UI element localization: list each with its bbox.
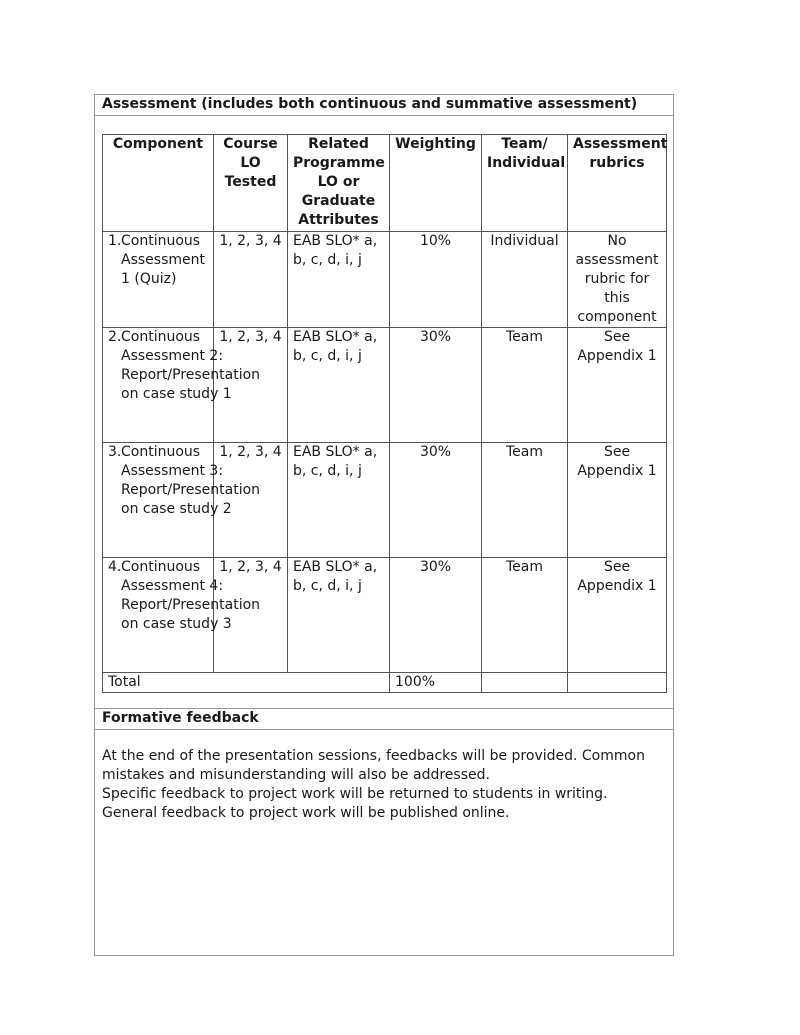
related-cell: EAB SLO* a, b, c, d, i, j (288, 328, 390, 443)
feedback-body (102, 747, 667, 823)
rubrics-cell: See Appendix 1 (568, 443, 667, 558)
team-cell: Team (482, 328, 568, 443)
component-number: 3. (108, 444, 122, 460)
total-rubrics-empty (568, 673, 667, 693)
component-number: 1. (108, 233, 122, 249)
weighting-cell: 10% (390, 232, 482, 328)
rubrics-cell: See Appendix 1 (568, 558, 667, 673)
team-cell: Team (482, 443, 568, 558)
assessment-table (102, 134, 667, 693)
feedback-paragraph: At the end of the presentation sessions, feedbacks will be provided. Common mistakes and misunderstanding will also be addressed. (102, 748, 645, 783)
table-row (103, 558, 667, 673)
assessment-section (94, 94, 674, 956)
formative-feedback-heading: Formative feedback (95, 708, 673, 730)
related-cell: EAB SLO* a, b, c, d, i, j (288, 232, 390, 328)
rubrics-cell: See Appendix 1 (568, 328, 667, 443)
assessment-heading: Assessment (includes both continuous and summative assessment) (95, 95, 673, 116)
header-weighting: Weighting (390, 135, 482, 232)
component-text: Continuous Assessment 4: Report/Presentation on case study 3 (121, 559, 261, 632)
course-lo-cell: 1, 2, 3, 4 (214, 558, 288, 673)
component-text: Continuous Assessment 2: Report/Presentation on case study 1 (121, 329, 261, 402)
component-cell (103, 232, 214, 328)
course-lo-cell: 1, 2, 3, 4 (214, 232, 288, 328)
table-row (103, 232, 667, 328)
rubrics-cell: No assessment rubric for this component (568, 232, 667, 328)
weighting-cell: 30% (390, 443, 482, 558)
component-text: Continuous Assessment 3: Report/Presentation on case study 2 (121, 444, 261, 517)
total-weighting: 100% (390, 673, 482, 693)
team-cell: Individual (482, 232, 568, 328)
weighting-cell: 30% (390, 558, 482, 673)
table-row (103, 443, 667, 558)
header-assessment-rubrics: Assessment rubrics (568, 135, 667, 232)
related-cell: EAB SLO* a, b, c, d, i, j (288, 443, 390, 558)
total-team-empty (482, 673, 568, 693)
total-row (103, 673, 667, 693)
component-text: Continuous Assessment 1 (Quiz) (121, 233, 205, 287)
component-number: 4. (108, 559, 122, 575)
related-cell: EAB SLO* a, b, c, d, i, j (288, 558, 390, 673)
weighting-cell: 30% (390, 328, 482, 443)
table-row (103, 328, 667, 443)
course-lo-cell: 1, 2, 3, 4 (214, 328, 288, 443)
header-related-programme: Related Programme LO or Graduate Attributes (288, 135, 390, 232)
table-header-row (103, 135, 667, 232)
header-team-individual: Team/ Individual (482, 135, 568, 232)
component-number: 2. (108, 329, 122, 345)
total-label: Total (103, 673, 390, 693)
team-cell: Team (482, 558, 568, 673)
feedback-paragraph: Specific feedback to project work will be returned to students in writing. General feedback to project work will be published online. (102, 786, 608, 821)
header-component: Component (103, 135, 214, 232)
course-lo-cell: 1, 2, 3, 4 (214, 443, 288, 558)
header-course-lo: Course LO Tested (214, 135, 288, 232)
